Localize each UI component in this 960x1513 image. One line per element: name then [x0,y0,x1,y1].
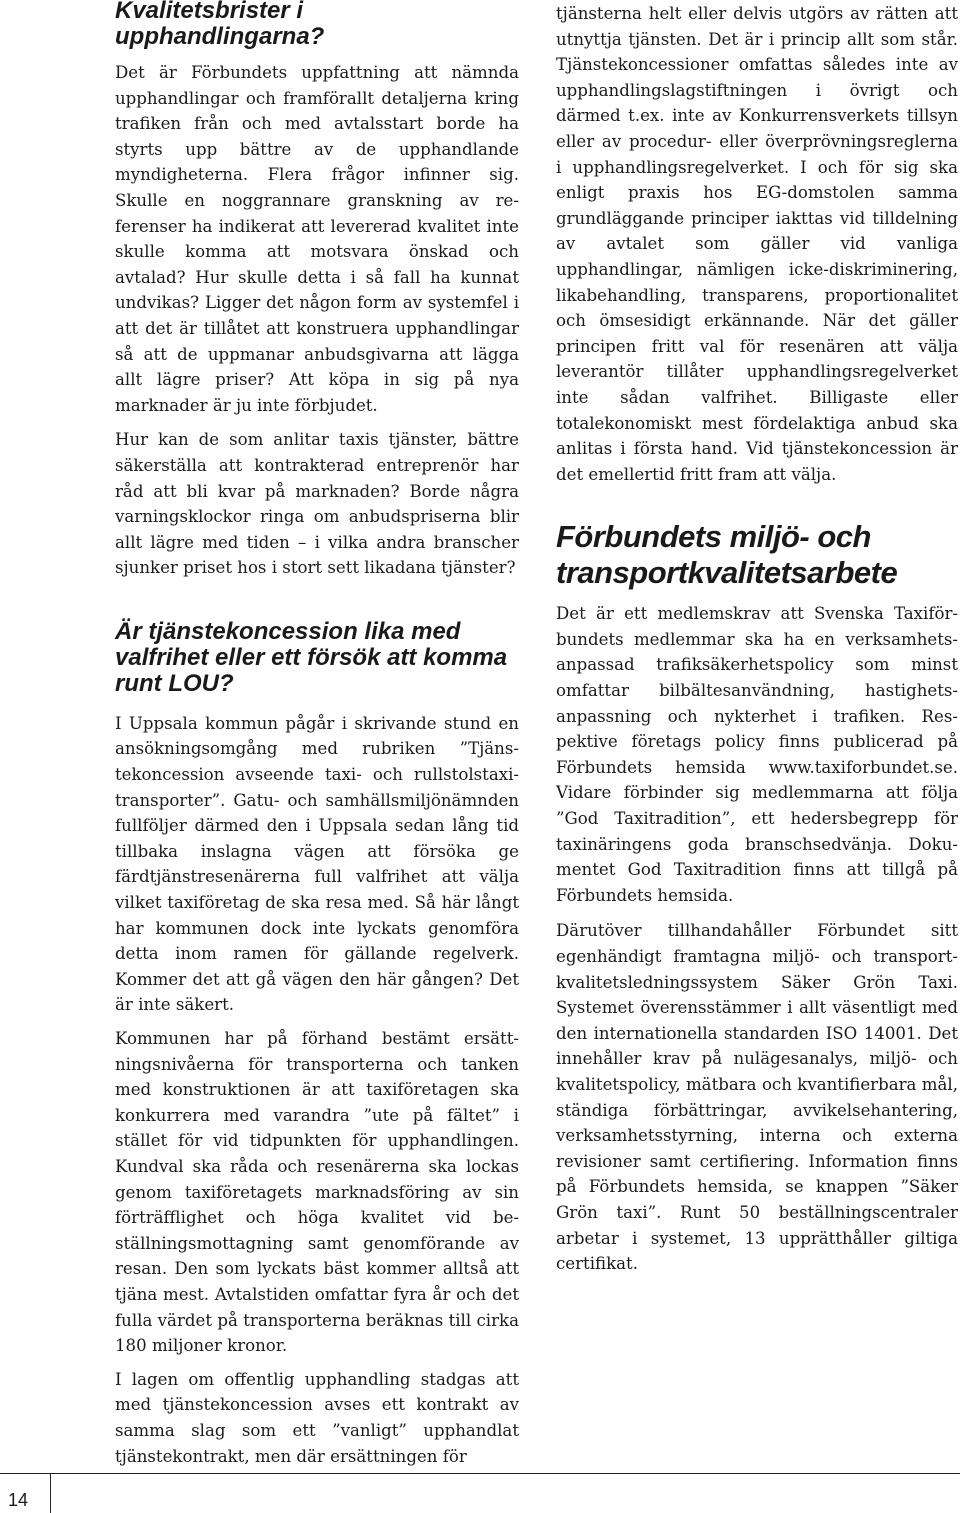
paragraph: tjänsterna helt eller delvis utgörs av rätten att utnyttja tjänsten. Det är i princip allt som står. Tjänstekoncessioner omfattas således inte av upphandlingslagstiftningen i övrigt och därmed t.ex. inte av Konkurrensverkets tillsyn eller av procedur- eller överprövningsreglerna i upphandlingsregelverket. I och för sig ska enligt praxis hos EG-domstolen samma grundläggande principer iakttas vid tilldelning av avtalet som gäller vid vanliga upphandlingar, nämligen icke-diskriminering, likabehandling, transparens, proportionalitet och ömsesidigt erkännande. När det gäller principen fritt val för resenären att välja leverantör tillåter upphandlingsregelverket inte sådan valfrihet. Billigaste eller totalekonomiskt mest fördelaktiga anbud ska anlitas i första hand. Vid tjänstekoncession är det emellertid fritt fram att välja. [556,4,958,484]
heading-kvalitetsbrister: Kvalitetsbrister i upphandlingarna? [115,0,325,50]
paragraph: Därutöver tillhandahåller Förbundet sitt egenhändigt framtagna miljö- och transportkvalitetsledningssystem Säker Grön Taxi. Systemet överensstämmer i allt väsentligt med den internationella standarden ISO 14001. Det innehåller krav på nulägesanalys, miljö- och kvalitetspolicy, mätbara och kvantifierbara mål, ständiga förbättringar, avvikelsehantering, verksamhetsstyrning, interna och externa revisioner samt certifiering. Information finns på Förbundets hemsida, se knappen ”Säker Grön taxi”. Runt 50 beställningscentraler arbetar i systemet, 13 upprätthåller giltiga certifikat. [556,921,958,1274]
footer-vertical-divider [50,1473,51,1513]
right-column [556,0,958,1277]
heading-tjanstekoncession: Är tjänstekoncession lika med valfrihet eller ett försök att komma runt LOU? [115,617,508,697]
page-number: 14 [8,1490,29,1510]
paragraph: I lagen om offentlig upphandling stadgas att med tjänstekoncession avses ett kontrakt av samma slag som ett ”vanligt” upphandlat tjänstekontrakt, men där ersättningen för [115,1369,519,1466]
paragraph: I Uppsala kommun pågår i skrivande stund en ansökningsomgång med rubriken ”Tjänstekoncession avseende taxi- och rullstolstaxitransporter”. Gatu- och samhällsmiljönämnden fullföljer därmed den i Uppsala sedan lång tid tillbaka inslagna vägen att försöka ge färdtjänstresenärerna full valfrihet att välja vilket taxiföretag de ska resa med. Så här långt har kommunen dock inte lyckats genomföra detta inom ramen för gällande regelverk. Kommer det att gå vägen den här gången? Det är inte säkert. [115,713,519,1015]
left-column [115,0,519,1469]
paragraph: Kommunen har på förhand bestämt ersättningsnivåerna för transporterna och tanken med konstruktionen är att taxiföretagen ska konkurrera med varandra ”ute på fältet” i stället för vid tidpunkten för upphandlingen. Kundval ska råda och resenärerna ska lockas genom taxiföretagets marknadsföring av sin förträfflighet och höga kvalitet vid beställningsmottagning samt genomförande av resan. Den som lyckats bäst kommer alltså att tjäna mest. Avtalstiden omfattar fyra år och det fulla värdet på transporterna beräknas till cirka 180 miljoner kronor. [115,1029,519,1356]
paragraph: Det är ett medlemskrav att Svenska Taxiförbundets medlemmar ska ha en verksamhetsanpassad trafiksäkerhetspolicy som minst omfattar bilbältesanvändning, hastighetsanpassning och nykterhet i trafiken. Respektive företags policy finns publicerad på Förbundets hemsida www.taxiforbundet.se. Vidare förbinder sig medlemmarna att följa ”God Taxitradition”, ett hedersbegrepp för taxinäringens goda branschsedvänja. Dokumentet God Taxitradition finns att tillgå på Förbundets hemsida. [556,604,958,905]
footer-divider [0,1473,960,1474]
paragraph: Det är Förbundets uppfattning att nämnda upphandlingar och framförallt detaljerna kring trafiken från och med avtalsstart borde ha styrts upp bättre av de upphandlande myndigheterna. Flera frågor infinner sig. Skulle en noggrannare granskning av referenser ha indikerat att levererad kvalitet inte skulle komma att motsvara önskad och avtalad? Hur skulle detta i så fall ha kunnat undvikas? Ligger det någon form av systemfel i att det är tillåtet att konstruera upphandlingar så att de uppmanar anbudsgivarna att lägga allt lägre priser? Att köpa in sig på nya marknader är ju inte förbjudet. [115,63,519,415]
heading-miljo-transportkvalitet: Förbundets miljö- och transportkvalitetsarbete [556,519,898,591]
paragraph: Hur kan de som anlitar taxis tjänster, bättre säkerställa att kontrakterad entreprenör har råd att bli kvar på marknaden? Borde några varningsklockor ringa om anbudspriserna blir allt lägre med tiden – i vilka andra branscher sjunker priset hos i stort sett likadana tjänster? [115,430,519,578]
